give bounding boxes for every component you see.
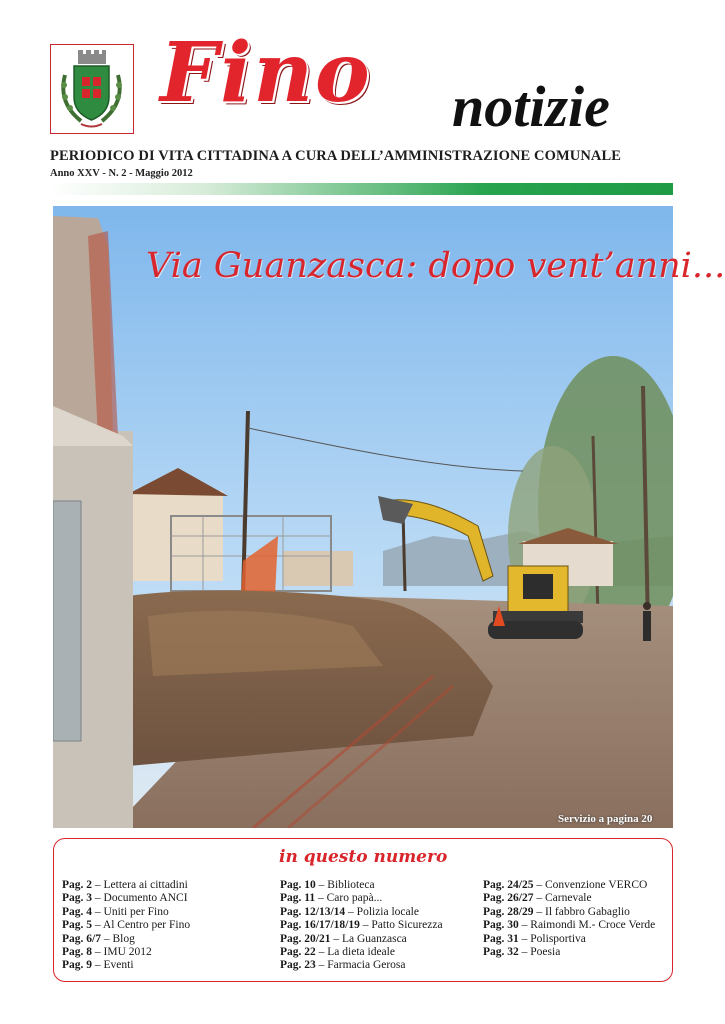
toc-column-3 — [483, 879, 655, 959]
toc-item[interactable]: Pag. 4 – Uniti per Fino — [62, 905, 169, 918]
toc-item[interactable]: Pag. 5 – Al Centro per Fino — [62, 919, 191, 932]
toc-item[interactable]: Pag. 22 – La dieta ideale — [280, 946, 395, 959]
toc-item[interactable]: Pag. 28/29 – Il fabbro Gabaglio — [483, 905, 630, 918]
cover-photo — [53, 206, 673, 828]
toc-item[interactable]: Pag. 6/7 – Blog — [62, 932, 135, 945]
toc-item[interactable]: Pag. 3 – Documento ANCI — [62, 892, 188, 905]
toc-item[interactable]: Pag. 10 – Biblioteca — [280, 879, 375, 891]
toc-item[interactable]: Pag. 32 – Poesia — [483, 946, 561, 959]
toc-item[interactable]: Pag. 9 – Eventi — [62, 959, 134, 972]
toc-item[interactable]: Pag. 2 – Lettera ai cittadini — [62, 879, 188, 891]
cover-caption: Servizio a pagina 20 — [558, 813, 653, 825]
toc-title: in questo numero — [279, 847, 448, 867]
toc-item[interactable]: Pag. 12/13/14 – Polizia locale — [280, 905, 419, 918]
masthead-title-notizie: notizie — [452, 74, 610, 139]
toc-column-2 — [280, 879, 443, 973]
coat-of-arms-icon — [51, 45, 132, 132]
cover-headline: Via Guanzasca: dopo vent’anni... — [146, 246, 725, 286]
toc-item[interactable]: Pag. 24/25 – Convenzione VERCO — [483, 879, 648, 891]
masthead-title-fino: Fino — [160, 25, 372, 121]
issue-info: Anno XXV - N. 2 - Maggio 2012 — [50, 168, 193, 179]
toc-item[interactable]: Pag. 8 – IMU 2012 — [62, 946, 152, 959]
masthead-subtitle: PERIODICO DI VITA CITTADINA A CURA DELL’AMMINISTRAZIONE COMUNALE — [50, 148, 622, 164]
toc-item[interactable]: Pag. 11 – Caro papà... — [280, 892, 383, 905]
toc-item[interactable]: Pag. 31 – Polisportiva — [483, 932, 586, 945]
masthead-divider — [50, 183, 673, 195]
toc-item[interactable]: Pag. 26/27 – Carnevale — [483, 892, 592, 905]
toc-item[interactable]: Pag. 20/21 – La Guanzasca — [280, 932, 407, 945]
toc-item[interactable]: Pag. 30 – Raimondi M.- Croce Verde — [483, 919, 656, 932]
toc-column-1 — [62, 879, 190, 973]
toc-item[interactable]: Pag. 23 – Farmacia Gerosa — [280, 959, 406, 972]
toc-item[interactable]: Pag. 16/17/18/19 – Patto Sicurezza — [280, 919, 443, 932]
table-of-contents — [53, 838, 673, 982]
coat-of-arms-logo — [50, 44, 134, 134]
